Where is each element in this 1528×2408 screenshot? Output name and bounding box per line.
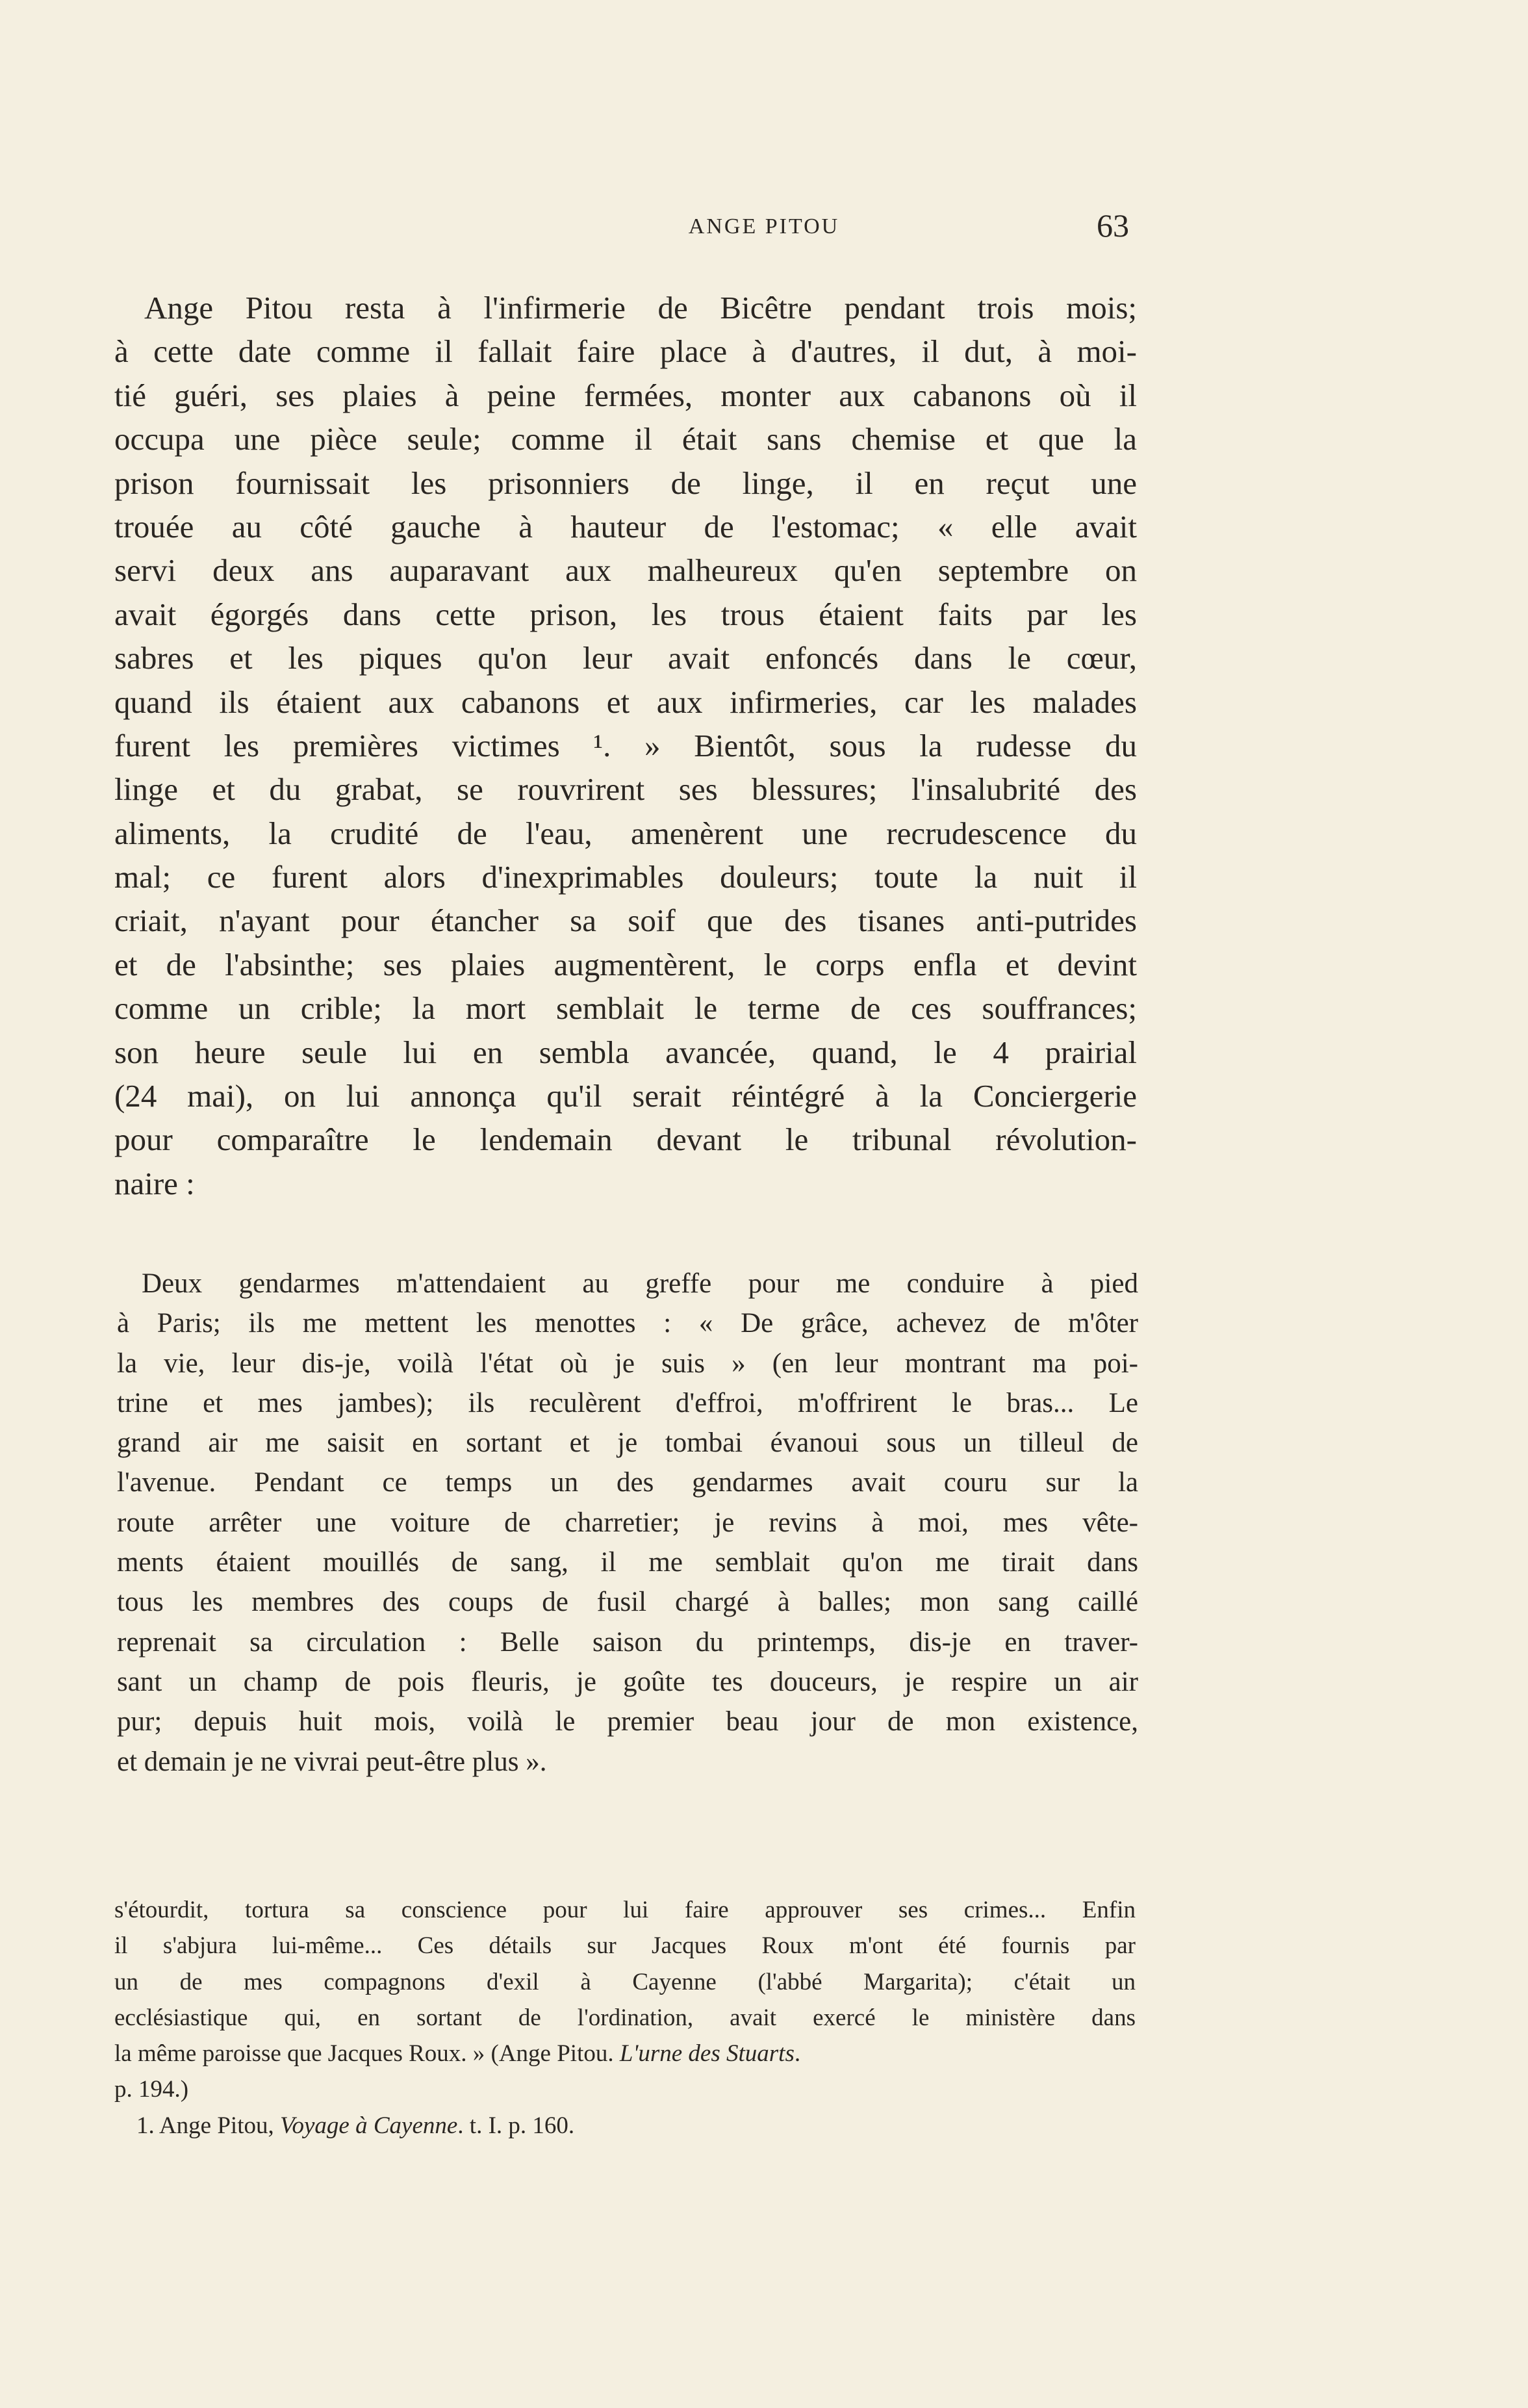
quote-line — [117, 1543, 1138, 1582]
text-segment: reprenait sa circulation : Belle saison du printemps, dis-je en traver- — [117, 1626, 1138, 1658]
text-segment: s'étourdit, tortura sa conscience pour lui faire approuver ses crimes... Enfin — [114, 1897, 1136, 1923]
text-segment: criait, n'ayant pour étancher sa soif que des tisanes anti-putrides — [114, 903, 1137, 939]
text-segment: occupa une pièce seule; comme il était sans chemise et que la — [114, 421, 1137, 457]
text-segment: tié guéri, ses plaies à peine fermées, monter aux cabanons où il — [114, 377, 1137, 413]
text-segment: la même paroisse que Jacques Roux. » (Ange Pitou. — [114, 2040, 620, 2068]
page-number: 63 — [1097, 207, 1129, 244]
text-segment: Deux gendarmes m'attendaient au greffe pour me conduire à pied — [142, 1268, 1138, 1299]
text-segment: l'avenue. Pendant ce temps un des gendarmes avait couru sur la — [117, 1467, 1138, 1498]
footnotes — [114, 1892, 1136, 2144]
text-segment: ments étaient mouillés de sang, il me semblait qu'on me tirait dans — [117, 1547, 1138, 1578]
text-line — [114, 636, 1137, 680]
text-segment: il s'abjura lui-même... Ces détails sur Jacques Roux m'ont été fournis par — [114, 1932, 1136, 1960]
footnote-line — [114, 1928, 1136, 1964]
text-segment: tous les membres des coups de fusil chargé à balles; mon sang caillé — [117, 1587, 1138, 1618]
quote-line — [117, 1702, 1138, 1741]
quote-line — [117, 1582, 1138, 1622]
text-segment: à cette date comme il fallait faire place à d'autres, il dut, à moi- — [114, 333, 1137, 370]
main-paragraph — [114, 286, 1137, 1205]
text-segment: pur; depuis huit mois, voilà le premier beau jour de mon existence, — [117, 1706, 1138, 1737]
text-line — [114, 812, 1137, 855]
text-segment: (24 mai), on lui annonça qu'il serait réintégré à la Conciergerie — [114, 1078, 1137, 1114]
text-segment: p. 194.) — [114, 2076, 189, 2103]
text-segment: son heure seule lui en sembla avancée, quand, le 4 prairial — [114, 1034, 1137, 1070]
text-segment: linge et du grabat, se rouvrirent ses blessures; l'insalubrité des — [114, 771, 1137, 808]
text-segment: avait égorgés dans cette prison, les trous étaient faits par les — [114, 596, 1137, 632]
text-segment: furent les premières victimes ¹. » Bientôt, sous la rudesse du — [114, 727, 1137, 763]
text-segment: trine et mes jambes); ils reculèrent d'effroi, m'offrirent le bras... Le — [117, 1387, 1138, 1418]
text-segment: ecclésiastique qui, en sortant de l'ordination, avait exercé le ministère dans — [114, 2004, 1136, 2031]
text-line — [114, 680, 1137, 724]
text-segment: sabres et les piques qu'on leur avait enfoncés dans le cœur, — [114, 640, 1137, 676]
quote-line — [117, 1622, 1138, 1662]
text-segment: . — [794, 2040, 801, 2068]
footnote-line — [114, 1892, 1136, 1928]
quote-line — [117, 1662, 1138, 1702]
text-line — [114, 1074, 1137, 1118]
text-segment: servi deux ans auparavant aux malheureux qu'en septembre on — [114, 552, 1137, 589]
running-head-title: ANGE PITOU — [688, 214, 840, 238]
text-line — [114, 855, 1137, 899]
text-line — [114, 1118, 1137, 1161]
text-segment: et demain je ne vivrai peut-être plus ». — [117, 1746, 547, 1777]
text-segment: trouée au côté gauche à hauteur de l'estomac; « elle avait — [114, 508, 1137, 544]
text-segment: pour comparaître le lendemain devant le tribunal révolution- — [114, 1121, 1137, 1158]
text-line — [114, 899, 1137, 942]
text-line — [114, 767, 1137, 811]
text-line — [114, 417, 1137, 461]
footnote-line — [114, 1964, 1136, 2000]
quote-line — [117, 1383, 1138, 1423]
text-segment: et de l'absinthe; ses plaies augmentèrent, le corps enfla et devint — [114, 946, 1137, 982]
quote-line — [117, 1463, 1138, 1502]
text-line — [114, 593, 1137, 636]
text-segment: Ange Pitou resta à l'infirmerie de Bicêtre pendant trois mois; — [144, 290, 1137, 326]
text-line — [114, 986, 1137, 1030]
quote-line — [117, 1742, 1138, 1782]
footnote-line — [114, 2036, 1136, 2071]
text-segment: à Paris; ils me mettent les menottes : « De grâce, achevez de m'ôter — [117, 1308, 1138, 1339]
text-segment: grand air me saisit en sortant et je tombai évanoui sous un tilleul de — [117, 1428, 1138, 1459]
text-line — [114, 505, 1137, 548]
text-segment: . t. I. p. 160. — [457, 2112, 575, 2139]
text-segment: prison fournissait les prisonniers de linge, il en reçut une — [114, 465, 1137, 501]
italic-title: Voyage à Cayenne — [280, 2112, 458, 2139]
text-segment: la vie, leur dis-je, voilà l'état où je suis » (en leur montrant ma poi- — [117, 1348, 1138, 1379]
block-quotation — [117, 1264, 1138, 1782]
text-segment: mal; ce furent alors d'inexprimables douleurs; toute la nuit il — [114, 859, 1137, 895]
text-line — [114, 329, 1137, 373]
text-segment: comme un crible; la mort semblait le terme de ces souffrances; — [114, 990, 1137, 1027]
italic-title: L'urne des Stuarts — [619, 2040, 795, 2068]
text-segment: un de mes compagnons d'exil à Cayenne (l'abbé Margarita); c'était un — [114, 1968, 1136, 1995]
text-line — [114, 461, 1137, 505]
text-segment: quand ils étaient aux cabanons et aux infirmeries, car les malades — [114, 684, 1137, 720]
text-segment: 1. Ange Pitou, — [136, 2112, 280, 2139]
text-line — [114, 548, 1137, 592]
quote-line — [117, 1303, 1138, 1343]
text-segment: naire : — [114, 1165, 195, 1201]
quote-line — [117, 1503, 1138, 1543]
text-segment: aliments, la crudité de l'eau, amenèrent une recrudescence du — [114, 815, 1137, 851]
footnote-line — [114, 2108, 1136, 2144]
text-line — [114, 286, 1137, 329]
text-line — [114, 943, 1137, 986]
text-segment: sant un champ de pois fleuris, je goûte tes douceurs, je respire un air — [117, 1666, 1138, 1697]
text-line — [114, 1031, 1137, 1074]
text-line — [114, 724, 1137, 767]
text-line — [114, 1162, 1137, 1205]
quote-line — [117, 1344, 1138, 1383]
text-line — [114, 374, 1137, 417]
quote-line — [117, 1423, 1138, 1463]
quote-line — [117, 1264, 1138, 1303]
text-segment: route arrêter une voiture de charretier; je revins à moi, mes vête- — [117, 1507, 1138, 1538]
footnote-line — [114, 2071, 1136, 2107]
footnote-line — [114, 2000, 1136, 2036]
